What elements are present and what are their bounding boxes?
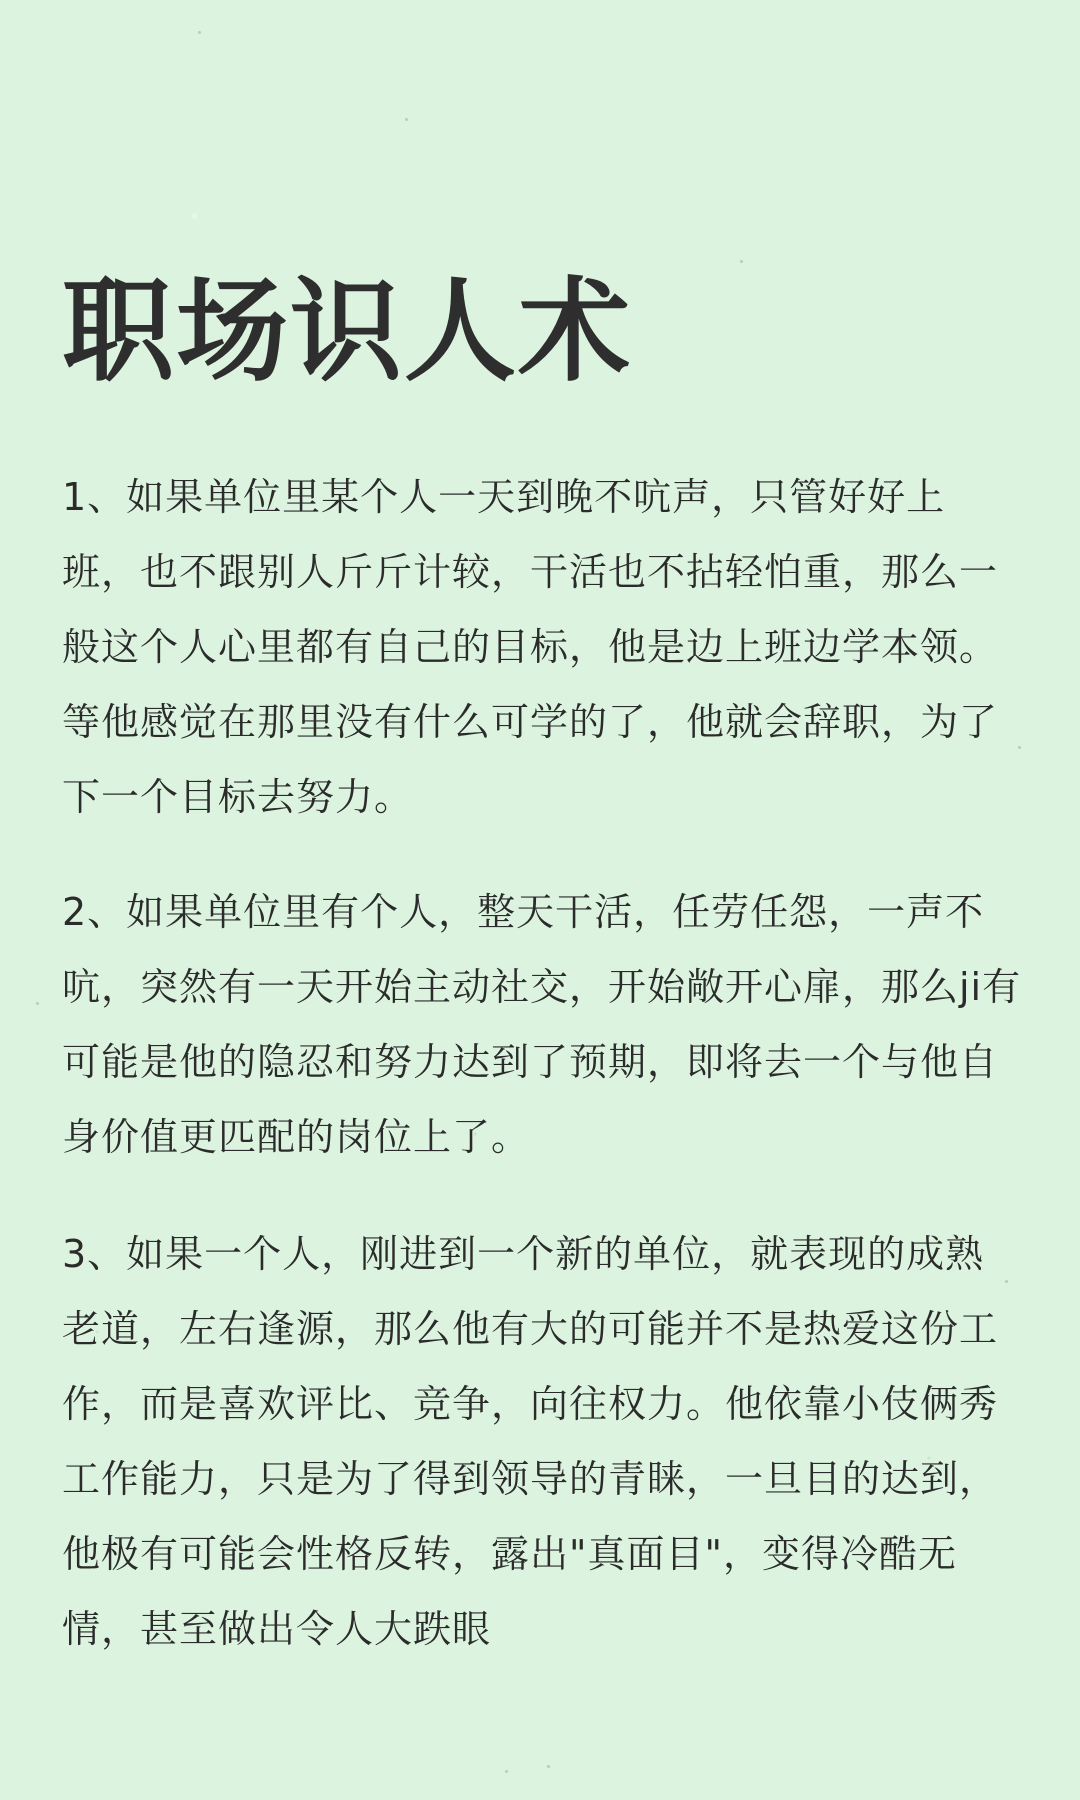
paper-speck	[405, 118, 408, 121]
paragraph-2: 2、如果单位里有个人，整天干活，任劳任怨，一声不吭，突然有一天开始主动社交，开始敞开心扉，那么ji有可能是他的隐忍和努力达到了预期，即将去一个与他自身价值更匹配的岗位上了。	[62, 890, 1022, 1159]
page-title: 职场识人术	[62, 267, 632, 397]
paper-speck	[547, 1765, 550, 1768]
paper-speck	[505, 1770, 508, 1773]
paper-speck	[198, 31, 201, 34]
paragraph-3: 3、如果一个人，刚进到一个新的单位，就表现的成熟老道，左右逢源，那么他有大的可能并不是热爱这份工作，而是喜欢评比、竞争，向往权力。他依靠小伎俩秀工作能力，只是为了得到领导的青睐，一旦目的达到，他极有可能会性格反转，露出"真面目"，变得冷酷无情，甚至做出令人大跌眼	[62, 1232, 999, 1651]
paper-speck	[36, 1002, 39, 1005]
article-content	[62, 262, 1022, 1667]
paragraph-1: 1、如果单位里某个人一天到晚不吭声，只管好好上班，也不跟别人斤斤计较，干活也不拈轻怕重，那么一般这个人心里都有自己的目标，他是边上班边学本领。等他感觉在那里没有什么可学的了，他就会辞职，为了下一个目标去努力。	[62, 475, 999, 819]
